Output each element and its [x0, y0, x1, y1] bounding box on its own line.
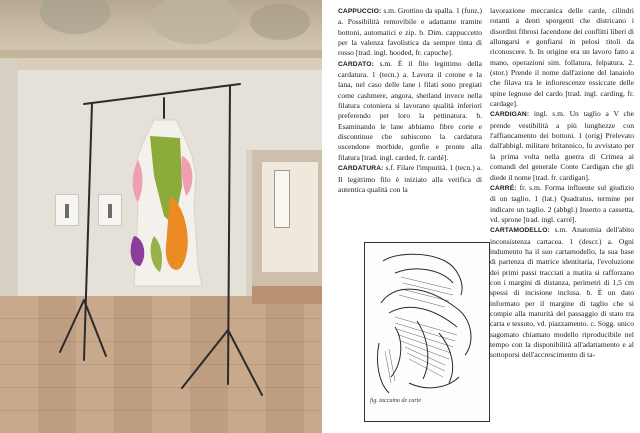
entry-headword: CARDATO: — [338, 60, 374, 68]
entry-headword: CARTAMODELLO: — [490, 227, 550, 235]
dictionary-page — [336, 0, 640, 433]
entry-carre: CARRÉ: fr. s.m. Forma influente sul giudizio di un taglio. 1 (lat.) Quadratus, termine per indicare un taglio. 2 (abbgl.) Inserto a cassetta, vd. sprone [trad. ingl. carré]. — [490, 182, 634, 224]
entry-headword: CARDATURA: — [338, 165, 384, 173]
entry-headword: CAPPUCCIO: — [338, 8, 382, 15]
entry-headword: CARRÉ: — [490, 184, 517, 192]
entry-cardigan: CARDIGAN: ingl. s.m. Un taglio a V che prende vestibilità a più lunghezze con l'affiancamento dei bottoni. 1 (orig) Prelevato dall'abbigl. militare britannico, fu avvistato per la prima volta nella guerra di Crimea ai comandi del generale Conte Cardigan che gli diede il nome [trad. fr. cardigan]. — [490, 109, 634, 182]
entry-headword: CARDIGAN: — [490, 111, 530, 119]
text-column-right — [490, 6, 634, 361]
illustration-box — [364, 242, 490, 422]
entry-cardatura-cont: lavorazione meccanica delle carde, cilindri rotanti a denti sporgenti che districano i disordini fibrosi facendone dei conflitti liberi di allungarsi e gonfiarsi in pelosi titoli da riconoscere. b. In origine era un lavoro fatto a mano, operazioni sim. follatura, felpatura. 2. (stor.) Prende il nome dall'azione del lanaiolo che filava tra le infiorescenze essiccate delle spine legnose del cardo [trad. ingl. carding, fr. cardage]. — [490, 6, 634, 109]
text-column-left — [338, 6, 482, 195]
entry-cardato: CARDATO: s.m. È il filo legittimo della cardatura. 1 (tecn.) a. Lavora il cotone e la lana, nel caso delle lane i filati sono pregiati come cashmere, angora, shetland invece nella filatura cotoniera si lavorano qualità inferiori preferendo per loro la pettinatura. b. Esaminando le lane abbiamo fibre corte e discontinue che subiscono la cardatura uscendone morbide, gonfie e pronte alla filatura [trad. ingl. carded, fr. cardé]. — [338, 58, 482, 162]
entry-cartamodello: CARTAMODELLO: s.m. Anatomia dell'abito inconsistenza cartacea. 1 (descr.) a. Ogni indumento ha il suo cartamodello, la sua base di partenza di matrice identitaria, l'evoluzione dei primi passi tracciati a matita si rafforzano con i margini di distanza, perimetri di 1,5 cm spessi di incisione inclusa. b. È un dato informato per il margine di taglio che si compie alla maturità del passaggio di stato tra carta e tessuto, vd. piazzamento. c. Sogg. unico sagomato chiamato modello riproducibile nel tempo con la disponibilità all'adattamento e al sottoporsi dell'accrescimento di ta- — [490, 225, 634, 360]
colorful-dress — [124, 116, 206, 292]
entry-cardatura: CARDATURA: s.f. Filare l'impurità. 1 (tecn.) a. Il legittimo filo è iniziato alla verifica di autentica qualità con la — [338, 163, 482, 194]
engraving-illustration — [365, 243, 489, 421]
illustration-caption: fig. taccuino de carte — [370, 398, 421, 404]
entry-cappuccio: CAPPUCCIO: s.m. Grottino da spalla. 1 (funz.) a. Possibilità removibile e adattante tramite bottoni, automatici e zip. b. Dim. cappuccetto per la valenza favolistica da sempre tinta di rosso [trad. ingl. hooded, fr. capuche]. — [338, 6, 482, 58]
